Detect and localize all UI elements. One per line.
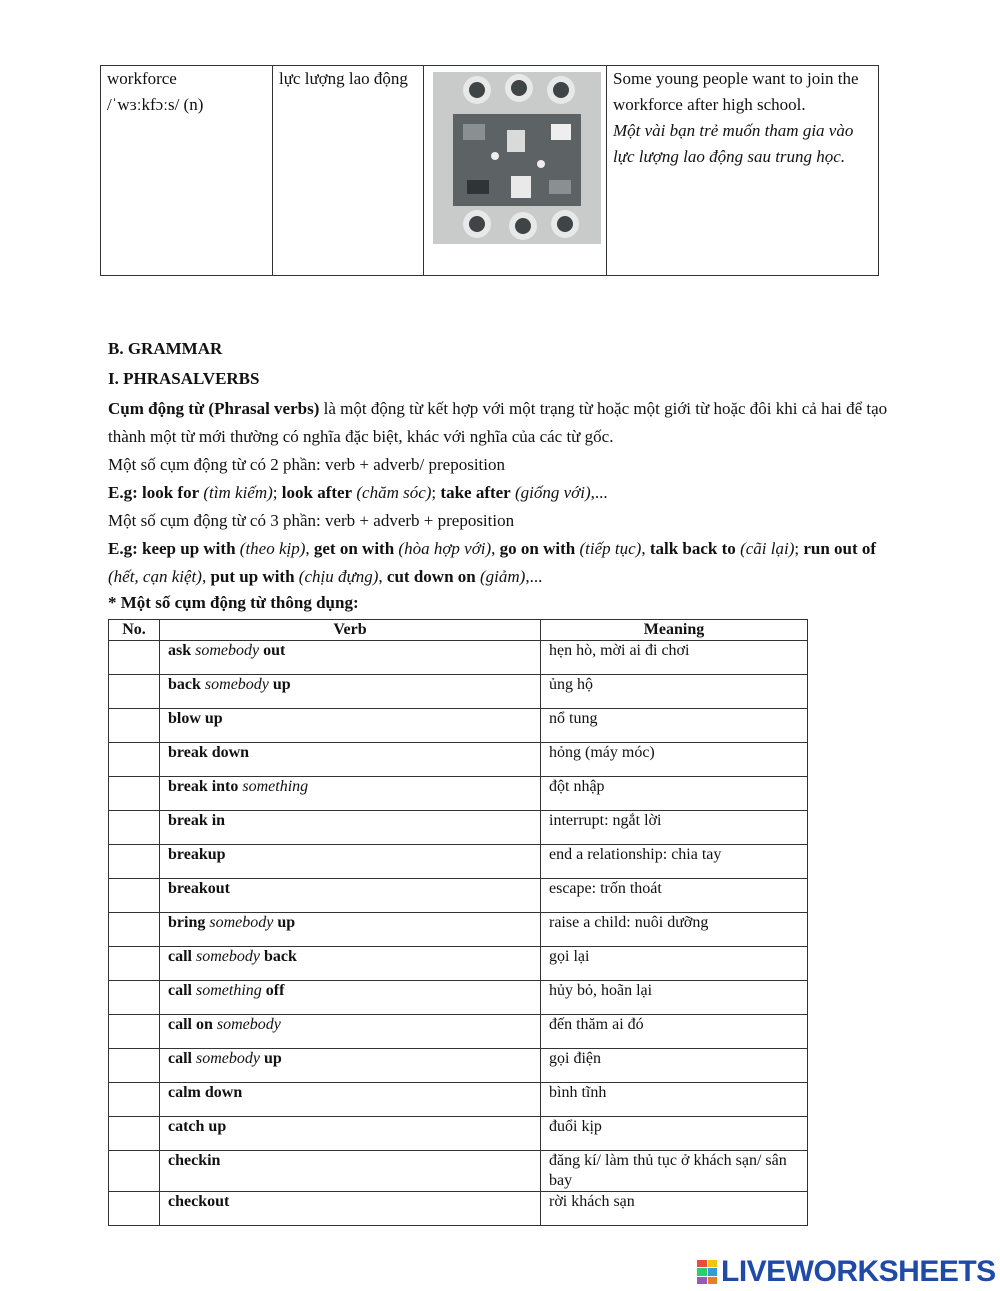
verb-cell xyxy=(160,1117,541,1151)
vocab-word-cell xyxy=(101,66,273,276)
verb-particle: break into xyxy=(168,778,243,795)
meaning-cell: gọi điện xyxy=(541,1049,808,1083)
row-number-cell xyxy=(109,811,160,845)
row-number-cell xyxy=(109,1151,160,1192)
table-row xyxy=(109,811,808,845)
table-row xyxy=(109,913,808,947)
example-meaning: (tìm kiếm) xyxy=(203,483,273,502)
vocab-example-vi: Một vài bạn trẻ muốn tham gia vào lực lượng lao động sau trung học. xyxy=(613,121,854,166)
verb-particle: back xyxy=(168,676,201,693)
table-row xyxy=(109,743,808,777)
logo-square xyxy=(697,1277,707,1284)
vocab-meaning: lực lượng lao động xyxy=(279,69,408,88)
meaning-cell: gọi lại xyxy=(541,947,808,981)
meaning-cell: escape: trốn thoát xyxy=(541,879,808,913)
meaning-cell: bình tĩnh xyxy=(541,1083,808,1117)
row-number-cell xyxy=(109,1049,160,1083)
example-meaning: (hòa hợp với) xyxy=(398,539,492,558)
verb-particle: blow up xyxy=(168,710,223,727)
example-verb: look after xyxy=(281,483,353,502)
vocab-word: workforce xyxy=(107,69,177,88)
verb-object: something xyxy=(242,778,309,795)
definition-term: Cụm động từ (Phrasal verbs) xyxy=(108,399,320,418)
example-meaning: (giảm) xyxy=(479,567,526,586)
meaning-cell: interrupt: ngắt lời xyxy=(541,811,808,845)
verb-particle: out xyxy=(263,642,286,659)
meaning-cell: hỏng (máy móc) xyxy=(541,743,808,777)
verb-particle: checkin xyxy=(168,1152,221,1169)
example-label: E.g: xyxy=(108,483,138,502)
verb-particle: break in xyxy=(168,812,226,829)
verb-cell xyxy=(160,641,541,675)
example-verb: run out of xyxy=(803,539,877,558)
verb-particle: call xyxy=(168,982,192,999)
meaning-cell: ủng hộ xyxy=(541,675,808,709)
example-meaning: (hết, cạn kiệt) xyxy=(108,567,202,586)
example-separator: , xyxy=(378,567,383,586)
example-meaning: (cãi lại) xyxy=(740,539,795,558)
definition-paragraph xyxy=(108,395,908,451)
verb-cell xyxy=(160,709,541,743)
row-number-cell xyxy=(109,879,160,913)
verb-particle: break down xyxy=(168,744,250,761)
verb-particle: breakout xyxy=(168,880,230,897)
table-row xyxy=(109,947,808,981)
table-row xyxy=(109,709,808,743)
table-row xyxy=(109,1049,808,1083)
example-verb: get on with xyxy=(313,539,395,558)
meaning-cell: end a relationship: chia tay xyxy=(541,845,808,879)
example-separator: , xyxy=(641,539,646,558)
example-list xyxy=(142,483,608,502)
vocab-table xyxy=(100,65,879,276)
example-verb: take after xyxy=(440,483,511,502)
table-row xyxy=(109,1117,808,1151)
row-number-cell xyxy=(109,1192,160,1226)
meaning-cell: rời khách sạn xyxy=(541,1192,808,1226)
verb-object: somebody xyxy=(216,1016,281,1033)
row-number-cell xyxy=(109,1015,160,1049)
verb-particle: call on xyxy=(168,1016,217,1033)
brand-logo-icon xyxy=(697,1260,717,1284)
verb-object: somebody xyxy=(192,948,264,965)
example-list xyxy=(108,539,876,586)
common-verbs-title: * Một số cụm động từ thông dụng: xyxy=(108,593,359,612)
table-row xyxy=(109,1151,808,1192)
row-number-cell xyxy=(109,777,160,811)
verb-particle: calm down xyxy=(168,1084,243,1101)
example-label: E.g: xyxy=(108,539,138,558)
example-separator: ,... xyxy=(590,483,608,502)
example-verb: look for xyxy=(142,483,200,502)
vocab-ipa: /ˈwɜːkfɔːs/ (n) xyxy=(107,95,204,114)
table-row xyxy=(109,879,808,913)
table-header-row xyxy=(109,620,808,641)
verb-particle: checkout xyxy=(168,1193,230,1210)
header-verb: Verb xyxy=(160,620,541,641)
phrasal-verb-table xyxy=(108,619,808,1226)
verb-particle: up xyxy=(272,676,291,693)
verb-object: somebody xyxy=(192,1050,264,1067)
meaning-cell: raise a child: nuôi dưỡng xyxy=(541,913,808,947)
verb-cell xyxy=(160,1192,541,1226)
example-two-part xyxy=(108,479,908,507)
example-verb: go on with xyxy=(499,539,576,558)
header-no: No. xyxy=(109,620,160,641)
liveworksheets-logo xyxy=(697,1255,996,1289)
example-three-part xyxy=(108,535,908,591)
row-number-cell xyxy=(109,947,160,981)
verb-particle: call xyxy=(168,948,192,965)
verb-particle: up xyxy=(277,914,296,931)
vocab-example-en: Some young people want to join the workforce after high school. xyxy=(613,69,859,114)
verb-cell xyxy=(160,981,541,1015)
vocab-row xyxy=(101,66,879,276)
verb-particle: up xyxy=(263,1050,282,1067)
example-separator: ; xyxy=(272,483,278,502)
meaning-cell: đến thăm ai đó xyxy=(541,1015,808,1049)
logo-square xyxy=(708,1260,718,1267)
row-number-cell xyxy=(109,913,160,947)
verb-cell xyxy=(160,811,541,845)
verb-table-body xyxy=(109,641,808,1226)
row-number-cell xyxy=(109,1083,160,1117)
example-separator: ; xyxy=(431,483,437,502)
example-separator: ,... xyxy=(525,567,543,586)
section-heading: B. GRAMMAR xyxy=(108,339,223,358)
meeting-table-picture xyxy=(433,72,601,244)
verb-object: somebody xyxy=(205,914,278,931)
meaning-cell: đuổi kịp xyxy=(541,1117,808,1151)
verb-cell xyxy=(160,1083,541,1117)
meaning-cell: đột nhập xyxy=(541,777,808,811)
vocab-meaning-cell xyxy=(273,66,424,276)
example-verb: put up with xyxy=(210,567,295,586)
verb-cell xyxy=(160,1049,541,1083)
meaning-cell: hẹn hò, mời ai đi chơi xyxy=(541,641,808,675)
example-verb: talk back to xyxy=(649,539,736,558)
verb-cell xyxy=(160,845,541,879)
row-number-cell xyxy=(109,641,160,675)
example-meaning: (theo kịp) xyxy=(239,539,306,558)
logo-square xyxy=(708,1277,718,1284)
table-row xyxy=(109,1192,808,1226)
meaning-cell: hủy bỏ, hoãn lại xyxy=(541,981,808,1015)
verb-particle: breakup xyxy=(168,846,226,863)
verb-object: somebody xyxy=(191,642,264,659)
brand-name: LIVEWORKSHEETS xyxy=(721,1255,996,1288)
verb-particle: catch up xyxy=(168,1118,227,1135)
example-meaning: (chịu đựng) xyxy=(298,567,379,586)
verb-cell xyxy=(160,777,541,811)
verb-cell xyxy=(160,1151,541,1192)
two-part-note: Một số cụm động từ có 2 phần: verb + adverb/ preposition xyxy=(108,455,505,474)
table-row xyxy=(109,777,808,811)
verb-particle: off xyxy=(265,982,285,999)
logo-square xyxy=(697,1268,707,1275)
table-row xyxy=(109,1083,808,1117)
example-separator: ; xyxy=(794,539,800,558)
header-meaning: Meaning xyxy=(541,620,808,641)
three-part-note: Một số cụm động từ có 3 phần: verb + adverb + preposition xyxy=(108,511,515,530)
verb-cell xyxy=(160,879,541,913)
example-verb: keep up with xyxy=(142,539,236,558)
table-row xyxy=(109,1015,808,1049)
table-row xyxy=(109,845,808,879)
verb-particle: ask xyxy=(168,642,192,659)
example-verb: cut down on xyxy=(386,567,476,586)
subsection-heading: I. PHRASALVERBS xyxy=(108,369,260,388)
example-separator: , xyxy=(201,567,207,586)
verb-object: something xyxy=(192,982,266,999)
example-meaning: (giống với) xyxy=(514,483,591,502)
meaning-cell: đăng kí/ làm thủ tục ở khách sạn/ sân bay xyxy=(541,1151,808,1192)
row-number-cell xyxy=(109,709,160,743)
definition-text: là một động từ kết hợp với một trạng từ hoặc một giới từ hoặc đôi khi cả hai để tạo thành một từ mới thường có nghĩa đặc biệt, khác với nghĩa của các từ gốc. xyxy=(108,399,888,446)
verb-particle: call xyxy=(168,1050,192,1067)
meaning-cell: nổ tung xyxy=(541,709,808,743)
verb-cell xyxy=(160,913,541,947)
vocab-example-cell xyxy=(607,66,879,276)
example-meaning: (tiếp tục) xyxy=(579,539,642,558)
verb-particle: back xyxy=(263,948,297,965)
logo-square xyxy=(708,1268,718,1275)
verb-particle: bring xyxy=(168,914,206,931)
row-number-cell xyxy=(109,1117,160,1151)
example-separator: , xyxy=(305,539,310,558)
vocab-image-cell xyxy=(424,66,607,276)
logo-square xyxy=(697,1260,707,1267)
row-number-cell xyxy=(109,675,160,709)
row-number-cell xyxy=(109,981,160,1015)
row-number-cell xyxy=(109,743,160,777)
example-meaning: (chăm sóc) xyxy=(356,483,432,502)
example-separator: , xyxy=(491,539,496,558)
workforce-illustration xyxy=(433,72,601,244)
verb-cell xyxy=(160,947,541,981)
table-row xyxy=(109,641,808,675)
verb-cell xyxy=(160,743,541,777)
verb-object: somebody xyxy=(200,676,273,693)
verb-cell xyxy=(160,675,541,709)
table-row xyxy=(109,675,808,709)
row-number-cell xyxy=(109,845,160,879)
verb-cell xyxy=(160,1015,541,1049)
table-row xyxy=(109,981,808,1015)
